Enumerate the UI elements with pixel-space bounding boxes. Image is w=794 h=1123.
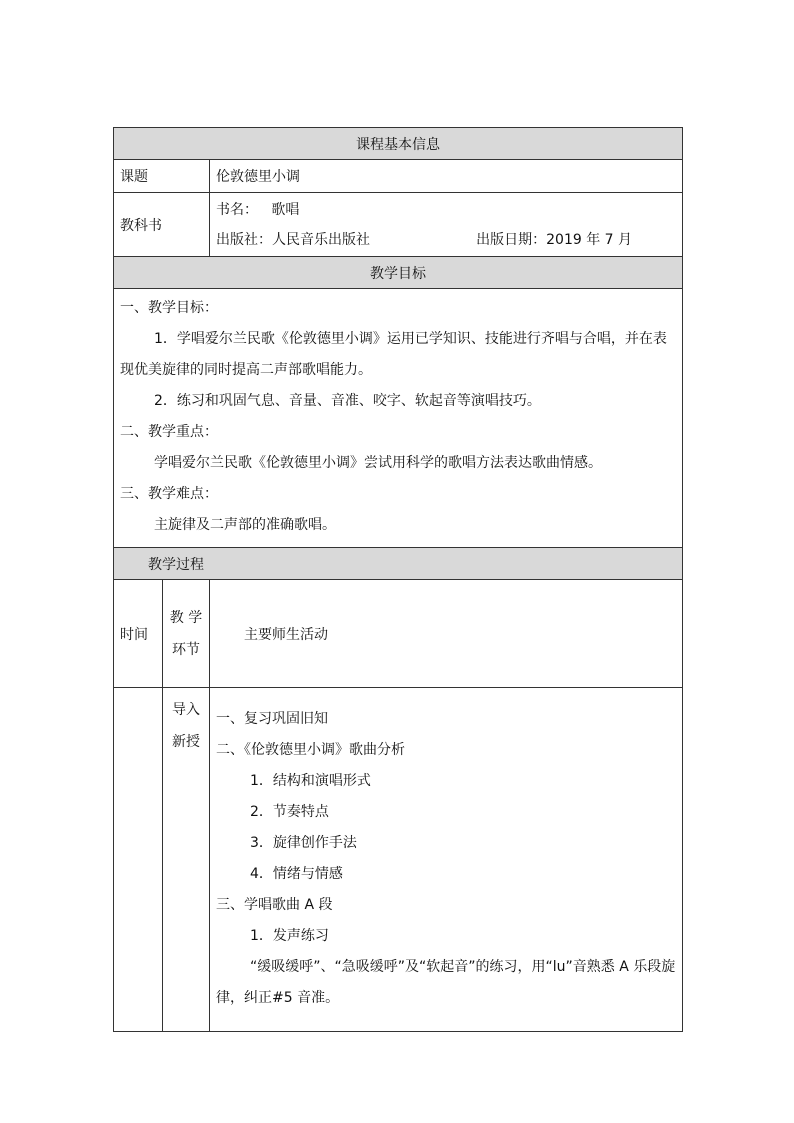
- goals-content: [114, 289, 683, 548]
- pub-date-label: 出版日期：: [476, 231, 547, 248]
- topic-row: [114, 160, 683, 193]
- publisher-label: 出版社：: [216, 231, 272, 248]
- objective-2: 2．练习和巩固气息、音量、音准、咬字、软起音等演唱技巧。: [154, 393, 541, 409]
- difficulty-heading: 三、教学难点：: [120, 486, 218, 502]
- key-text: 学唱爱尔兰民歌《伦敦德里小调》尝试用科学的歌唱方法表达歌曲情感。: [154, 455, 602, 471]
- activities-column-header: 主要师生活动: [210, 580, 683, 688]
- time-column-header: 时间: [114, 580, 163, 688]
- topic-value: 伦敦德里小调: [210, 160, 683, 193]
- stage-cell: 导入 新授: [163, 688, 210, 1032]
- activities-cell: [210, 688, 683, 1032]
- goals-row: [114, 289, 683, 548]
- activity-item: 二、《伦敦德里小调》歌曲分析: [216, 742, 405, 758]
- process-columns-row: [114, 580, 683, 688]
- publisher-value: 人民音乐出版社: [272, 231, 370, 248]
- book-name-line: [216, 195, 682, 225]
- basic-info-header-row: [114, 128, 683, 160]
- activity-item: 1．结构和演唱形式: [250, 773, 371, 789]
- stage-column-header: 教 学 环节: [163, 580, 210, 688]
- topic-label: 课题: [114, 160, 210, 193]
- key-heading: 二、教学重点：: [120, 424, 218, 440]
- activity-item: “缓吸缓呼”、“急吸缓呼”及“软起音”的练习，用“lu”音熟悉 A 乐段旋律，纠正#5 音准。: [216, 959, 676, 1006]
- goals-header-row: [114, 257, 683, 289]
- basic-info-header: 课程基本信息: [114, 128, 683, 160]
- lesson-plan-table: [113, 127, 683, 1032]
- process-row: [114, 688, 683, 1032]
- time-cell: [114, 688, 163, 1032]
- objectives-heading: 一、教学目标：: [120, 300, 218, 316]
- activity-item: 4．情绪与情感: [250, 866, 343, 882]
- book-name-label: 书名：: [216, 201, 258, 218]
- activity-item: 一、复习巩固旧知: [216, 711, 328, 727]
- activity-item: 2．节奏特点: [250, 804, 329, 820]
- goals-header: 教学目标: [114, 257, 683, 289]
- lesson-plan: [113, 127, 682, 1032]
- activity-item: 三、学唱歌曲 A 段: [216, 897, 333, 913]
- process-header-row: [114, 548, 683, 580]
- process-header: 教学过程: [114, 548, 683, 580]
- book-name-value: 歌唱: [271, 201, 300, 218]
- difficulty-text: 主旋律及二声部的准确歌唱。: [154, 517, 336, 533]
- objective-1: 1．学唱爱尔兰民歌《伦敦德里小调》运用已学知识、技能进行齐唱与合唱，并在表现优美旋律的同时提高二声部歌唱能力。: [120, 331, 667, 378]
- pub-date-value: 2019 年 7 月: [546, 231, 633, 248]
- textbook-info: [210, 193, 683, 257]
- textbook-row: [114, 193, 683, 257]
- publisher-line: [216, 225, 682, 255]
- activity-item: 1．发声练习: [250, 928, 329, 944]
- textbook-label: 教科书: [114, 193, 210, 257]
- activity-item: 3．旋律创作手法: [250, 835, 357, 851]
